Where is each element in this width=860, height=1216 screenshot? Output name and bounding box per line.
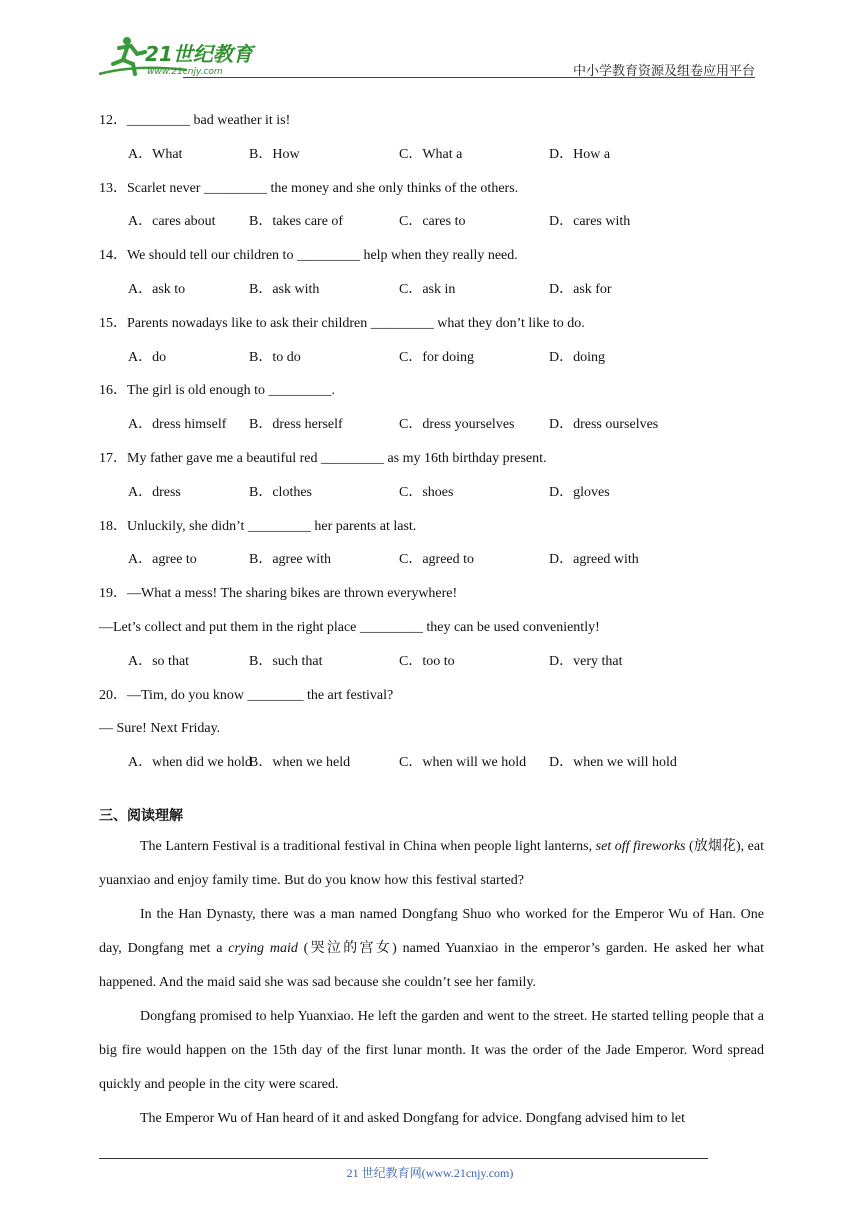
svg-text:www.21cnjy.com: www.21cnjy.com	[147, 67, 223, 77]
question-stem: 16．The girl is old enough to _________.	[99, 383, 336, 399]
option-c: C．shoes	[399, 484, 454, 500]
question-stem: 20．—Tim, do you know ________ the art festival?	[99, 687, 394, 703]
option-a: A．do	[128, 349, 167, 365]
document-body	[99, 104, 764, 1136]
option-d: D．cares with	[549, 214, 631, 230]
option-b: B．takes care of	[249, 214, 344, 230]
question-item	[99, 239, 764, 307]
question-dialogue-line: —Let’s collect and put them in the right place _________ they can be used conveniently!	[99, 619, 600, 635]
question-stem: 19．—What a mess! The sharing bikes are thrown everywhere!	[99, 586, 458, 602]
option-d: D．very that	[549, 653, 623, 669]
option-a: A．cares about	[128, 214, 216, 230]
question-stem: 18．Unluckily, she didn’t _________ her parents at last.	[99, 518, 417, 534]
answer-options	[99, 543, 764, 577]
reading-paragraph: The Emperor Wu of Han heard of it and asked Dongfang for advice. Dongfang advised him to let	[140, 1110, 686, 1126]
answer-options	[99, 645, 764, 679]
question-item	[99, 442, 764, 510]
question-list	[99, 104, 764, 780]
option-b: B．agree with	[249, 552, 332, 568]
option-a: A．What	[128, 146, 183, 162]
section-title: 三、阅读理解	[99, 807, 183, 824]
answer-options	[99, 408, 764, 442]
question-item	[99, 104, 764, 172]
question-stem: 13．Scarlet never _________ the money and she only thinks of the others.	[99, 180, 519, 196]
question-stem: 12．_________ bad weather it is!	[99, 113, 291, 128]
answer-options	[99, 746, 764, 780]
question-dialogue-line: — Sure! Next Friday.	[99, 721, 221, 737]
question-stem: 17．My father gave me a beautiful red _________ as my 16th birthday present.	[99, 450, 547, 466]
option-c: C．cares to	[399, 214, 466, 230]
option-c: C．dress yourselves	[399, 417, 515, 433]
question-stem: 15．Parents nowadays like to ask their children _________ what they don’t like to do.	[99, 315, 585, 331]
answer-options	[99, 476, 764, 510]
option-b: B．clothes	[249, 484, 312, 500]
question-item	[99, 307, 764, 375]
answer-options	[99, 273, 764, 307]
footer-divider	[99, 1158, 708, 1159]
option-b: B．when we held	[249, 755, 351, 771]
option-d: D．How a	[549, 146, 611, 162]
question-stem: 14．We should tell our children to _________ help when they really need.	[99, 248, 518, 264]
option-b: B．such that	[249, 653, 323, 669]
reading-paragraph: Dongfang promised to help Yuanxiao. He left the garden and went to the street. He started telling people that a big fire would happen on the 15th day of the first lunar month. It was the order of the Jade Emperor. Word spread quickly and people in the city were scared.	[99, 1008, 764, 1092]
option-a: A．so that	[128, 653, 190, 669]
option-b: B．ask with	[249, 281, 320, 297]
option-d: D．doing	[549, 349, 605, 365]
reading-paragraph: The Lantern Festival is a traditional festival in China when people light lanterns, set off fireworks (放烟花), eat yuanxiao and enjoy family time. But do you know how this festival started?	[99, 838, 764, 888]
option-c: C．when will we hold	[399, 755, 527, 771]
option-a: A．when did we hold	[128, 755, 253, 771]
option-b: B．How	[249, 146, 300, 162]
option-b: B．dress herself	[249, 417, 343, 433]
page-header	[97, 34, 755, 80]
option-c: C．agreed to	[399, 552, 475, 568]
question-item	[99, 577, 764, 678]
reading-paragraph: In the Han Dynasty, there was a man named Dongfang Shuo who worked for the Emperor Wu of Han. One day, Dongfang met a crying maid (哭泣的宫女) named Yuanxiao in the emperor’s garden. He asked her what happened. And the maid said she was sad because she couldn’t see her family.	[99, 906, 764, 990]
answer-options	[99, 205, 764, 239]
option-c: C．What a	[399, 146, 463, 162]
answer-options	[99, 341, 764, 375]
option-d: D．dress ourselves	[549, 417, 659, 433]
option-a: A．dress	[128, 484, 181, 500]
option-d: D．gloves	[549, 484, 610, 500]
question-item	[99, 510, 764, 578]
option-d: D．agreed with	[549, 552, 639, 568]
header-divider	[183, 77, 755, 78]
option-d: D．ask for	[549, 281, 612, 297]
option-c: C．for doing	[399, 349, 475, 365]
platform-title: 中小学教育资源及组卷应用平台	[572, 64, 755, 79]
option-a: A．ask to	[128, 281, 186, 297]
svg-text:21世纪教育: 21世纪教育	[145, 42, 253, 66]
option-b: B．to do	[249, 349, 301, 365]
footer-text: 21 世纪教育网(www.21cnjy.com)	[346, 1166, 514, 1180]
answer-options	[99, 138, 764, 172]
site-logo	[97, 34, 267, 78]
question-item	[99, 374, 764, 442]
option-c: C．too to	[399, 653, 455, 669]
question-item	[99, 679, 764, 780]
option-a: A．dress himself	[128, 417, 227, 433]
option-c: C．ask in	[399, 281, 456, 297]
option-a: A．agree to	[128, 552, 197, 568]
option-d: D．when we will hold	[549, 755, 677, 771]
question-item	[99, 172, 764, 240]
